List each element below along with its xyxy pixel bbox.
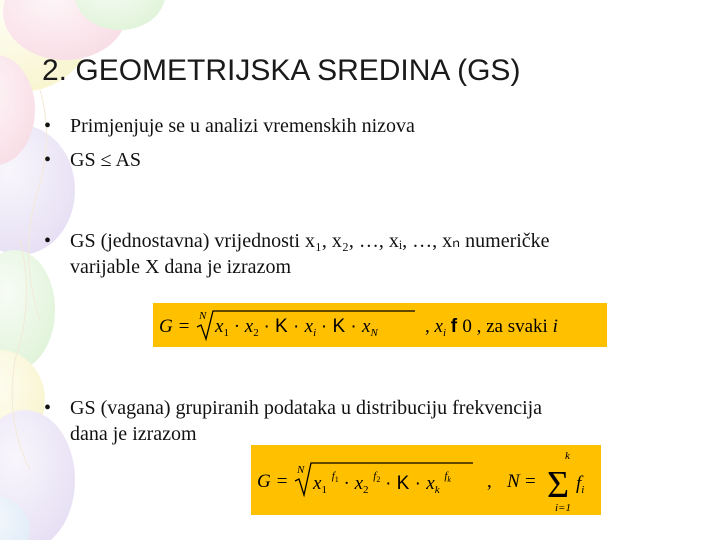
formula-lhs: G =	[159, 316, 191, 337]
radicand: $x_1$ · $x_2$ · $K \cdot x_i$ · $K \cdot x_N$	[215, 316, 378, 339]
formula-separator: ,	[487, 471, 492, 492]
bullet-text	[70, 395, 664, 447]
root-index: N	[297, 464, 305, 476]
bullet-dot: •	[44, 230, 52, 252]
formula-weighted-gs	[251, 445, 601, 515]
radicand: $x_1$ $^f$1 · $x_2$ $^f$2 · $K \cdot x_k$ $^f$k	[313, 470, 451, 496]
sum-lower: i=1	[555, 502, 571, 514]
sum-sigma: Σ	[547, 464, 570, 506]
bullet-dot: •	[44, 115, 52, 137]
sum-lhs: N	[507, 471, 520, 492]
formula-condition: , $x_i$ f 0 , za svaki i	[425, 316, 558, 339]
bullet-text: GS ≤ AS	[70, 149, 142, 171]
bullet-text-line: GS (jednostavna) vrijednosti x₁, x₂, …, xᵢ, …, xₙ numeričke	[70, 230, 550, 252]
root-index: N	[199, 310, 207, 322]
sum-term: $f_i$	[576, 473, 585, 496]
bullet-text-line: GS (vagana) grupiranih podataka u distribuciju frekvencija	[70, 397, 543, 419]
slide-title: 2. GEOMETRIJSKA SREDINA (GS)	[42, 54, 521, 87]
sum-equals: =	[525, 471, 536, 492]
formula-simple-gs	[153, 303, 607, 347]
bullet-text: Primjenjuje se u analizi vremenskih nizova	[70, 115, 415, 137]
bullet-text	[70, 228, 664, 280]
sum-upper: k	[565, 450, 570, 462]
bullet-text-line: varijable X dana je izrazom	[70, 256, 291, 278]
bullet-dot: •	[44, 149, 52, 171]
bullet-dot: •	[44, 397, 52, 419]
formula-lhs: G =	[257, 471, 289, 492]
bullet-text-line: dana je izrazom	[70, 423, 197, 445]
